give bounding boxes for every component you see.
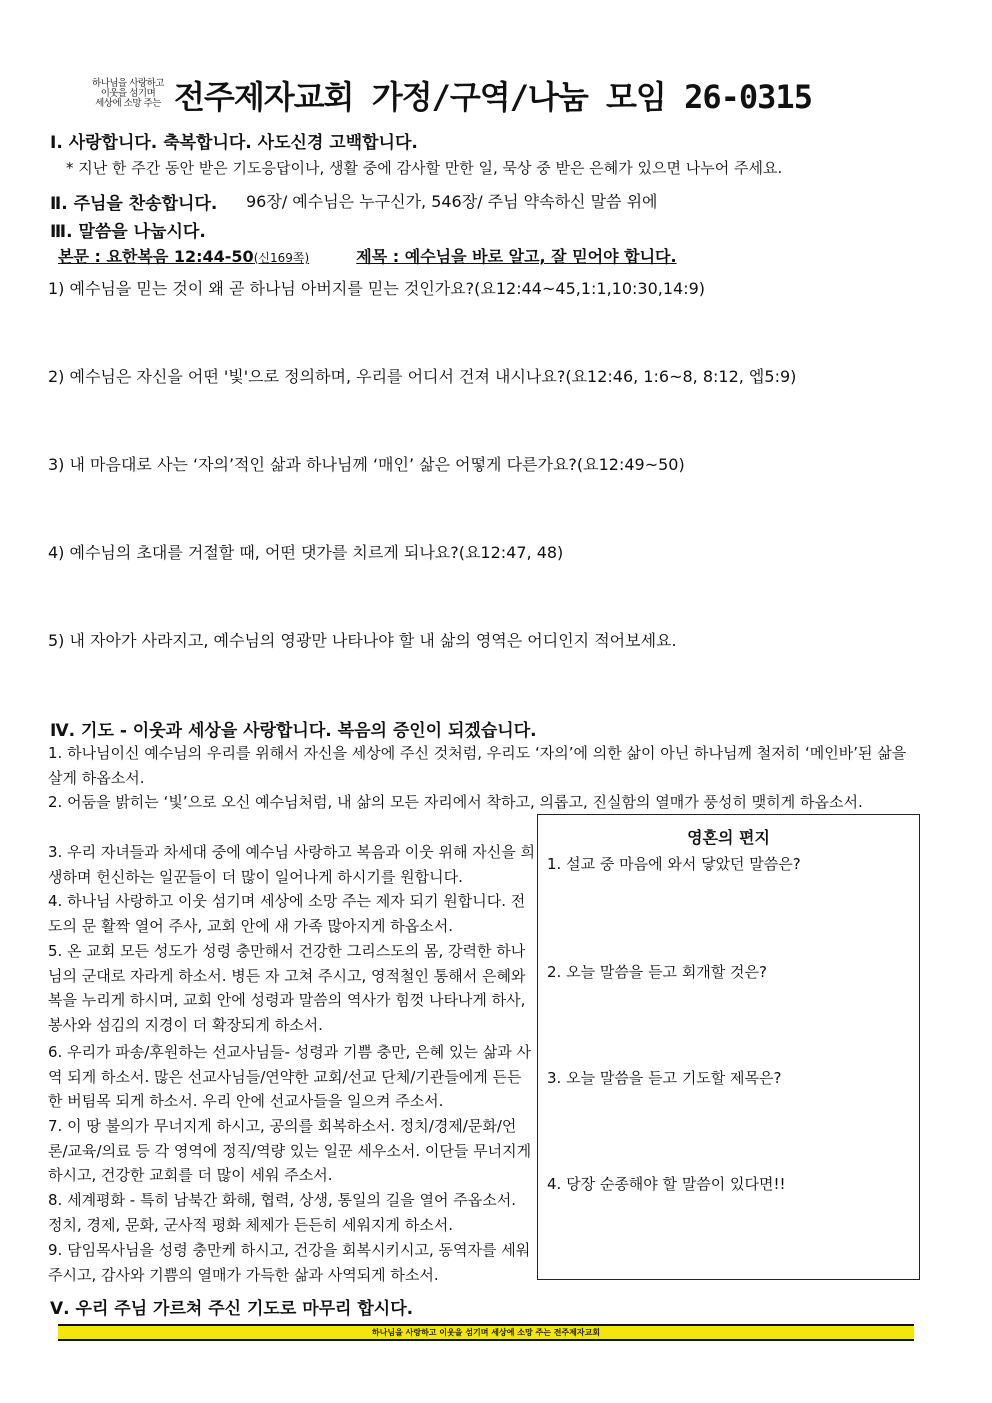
question-2: 2) 예수님은 자신을 어떤 '빛'으로 정의하며, 우리를 어디서 건져 내시나요?(요12:46, 1:6~8, 8:12, 엡5:9) xyxy=(48,367,797,386)
letter-question-2: 2. 오늘 말씀을 듣고 회개할 것은? xyxy=(547,963,767,981)
prayer-item-1: 1. 하나님이신 예수님의 우리를 위해서 자신을 세상에 주신 것처럼, 우리도 ‘자의’에 의한 삶이 아닌 하나님께 철저히 ‘메인바’된 삶을 살게 하옵소서. xyxy=(48,744,907,787)
letter-question-1: 1. 설교 중 마음에 와서 닿았던 말씀은? xyxy=(547,855,801,873)
prayer-item-9: 9. 담임목사님을 성령 충만케 하시고, 건강을 회복시키시고, 동역자를 세워 주시고, 감사와 기쁨의 열매가 가득한 삶과 사역되게 하소서. xyxy=(48,1241,531,1284)
section-2-heading: Ⅱ. 주님을 찬송합니다. xyxy=(50,194,218,214)
motto-line: 이웃을 섬기며 xyxy=(100,88,156,99)
prayer-item-4: 4. 하나님 사랑하고 이웃 섬기며 세상에 소망 주는 제자 되기 원합니다. 전도의 문 활짝 열어 주사, 교회 안에 새 가족 많아지게 하옵소서. xyxy=(48,892,526,935)
motto-line: 하나님을 사랑하고 xyxy=(92,78,164,89)
letter-question-3: 3. 오늘 말씀을 듣고 기도할 제목은? xyxy=(547,1069,782,1087)
question-3: 3) 내 마음대로 사는 ‘자의’적인 삶과 하나님께 ‘매인’ 삶은 어떻게 다른가요?(요12:49~50) xyxy=(48,455,685,474)
prayer-item-2: 2. 어둠을 밝히는 ‘빛’으로 오신 예수님처럼, 내 삶의 모든 자리에서 착하고, 의롭고, 진실함의 열매가 풍성히 맺히게 하옵소서. xyxy=(48,793,863,811)
hymn-list: 96장/ 예수님은 누구신가, 546장/ 주님 약속하신 말씀 위에 xyxy=(246,192,658,211)
footer-bar xyxy=(58,1324,914,1341)
motto-line: 세상에 소망 주는 xyxy=(95,98,161,109)
prayer-item-6: 6. 우리가 파송/후원하는 선교사님들- 성령과 기쁨 충만, 은혜 있는 삶과 사역 되게 하소서. 많은 선교사님들/연약한 교회/선교 단체/기관들에게 든든한 버팀목 되게 하소서. 우리 안에 선교사들을 일으켜 주소서. xyxy=(48,1043,531,1111)
prayer-item-8: 8. 세계평화 - 특히 남북간 화해, 협력, 상생, 통일의 길을 열어 주옵소서. 정치, 경제, 문화, 군사적 평화 체제가 든든히 세워지게 하소서. xyxy=(48,1191,516,1234)
prayer-item-3: 3. 우리 자녀들과 차세대 중에 예수님 사랑하고 복음과 이웃 위해 자신을 희생하며 헌신하는 일꾼들이 더 많이 일어나게 하시기를 원합니다. xyxy=(48,843,535,886)
page-title: 전주제자교회 가정/구역/나눔 모임 26-0315 xyxy=(174,78,812,116)
sermon-subject: 제목 : 예수님을 바로 알고, 잘 믿어야 합니다. xyxy=(356,247,677,266)
scripture-page: (신169쪽) xyxy=(253,251,310,265)
prayer-item-5: 5. 온 교회 모든 성도가 성령 충만해서 건강한 그리스도의 몸, 강력한 하나님의 군대로 자라게 하소서. 병든 자 고쳐 주시고, 영적철인 통해서 은혜와 복을 누리게 하시며, 교회 안에 성령과 말씀의 역사가 힘껏 나타나게 하사, 봉사와 섬김의 지경이 더 확장되게 하소서. xyxy=(48,942,526,1034)
question-4: 4) 예수님의 초대를 거절할 때, 어떤 댓가를 치르게 되나요?(요12:47, 48) xyxy=(48,543,564,562)
footer-text: 하나님을 사랑하고 이웃을 섬기며 세상에 소망 주는 전주제자교회 xyxy=(371,1328,601,1337)
soul-letter-title: 영혼의 편지 xyxy=(687,828,770,847)
church-motto xyxy=(82,79,174,109)
soul-letter-box xyxy=(537,814,920,1280)
section-3-heading: Ⅲ. 말씀을 나눕시다. xyxy=(50,222,206,242)
scripture-reference xyxy=(58,244,677,267)
question-5: 5) 내 자아가 사라지고, 예수님의 영광만 나타나야 할 내 삶의 영역은 어디인지 적어보세요. xyxy=(48,631,677,650)
scripture-text-label: 본문 : 요한복음 12:44-50 xyxy=(58,247,254,266)
question-1: 1) 예수님을 믿는 것이 왜 곧 하나님 아버지를 믿는 것인가요?(요12:44~45,1:1,10:30,14:9) xyxy=(48,279,706,298)
section-1-heading: Ⅰ. 사랑합니다. 축복합니다. 사도신경 고백합니다. xyxy=(50,133,418,153)
prayer-item-7: 7. 이 땅 불의가 무너지게 하시고, 공의를 회복하소서. 정치/경제/문화/언론/교육/의료 등 각 영역에 정직/역량 있는 일꾼 세우소서. 이단들 무너지게 하시고, 건강한 교회를 더 많이 세워 주소서. xyxy=(48,1117,532,1185)
section-4-heading: Ⅳ. 기도 - 이웃과 세상을 사랑합니다. 복음의 증인이 되겠습니다. xyxy=(50,721,537,741)
section-5-heading: Ⅴ. 우리 주님 가르쳐 주신 기도로 마무리 합시다. xyxy=(50,1299,414,1319)
letter-question-4: 4. 당장 순종해야 할 말씀이 있다면!! xyxy=(547,1175,786,1193)
section-1-note: * 지난 한 주간 동안 받은 기도응답이나, 생활 중에 감사할 만한 일, 묵상 중 받은 은혜가 있으면 나누어 주세요. xyxy=(66,159,783,177)
